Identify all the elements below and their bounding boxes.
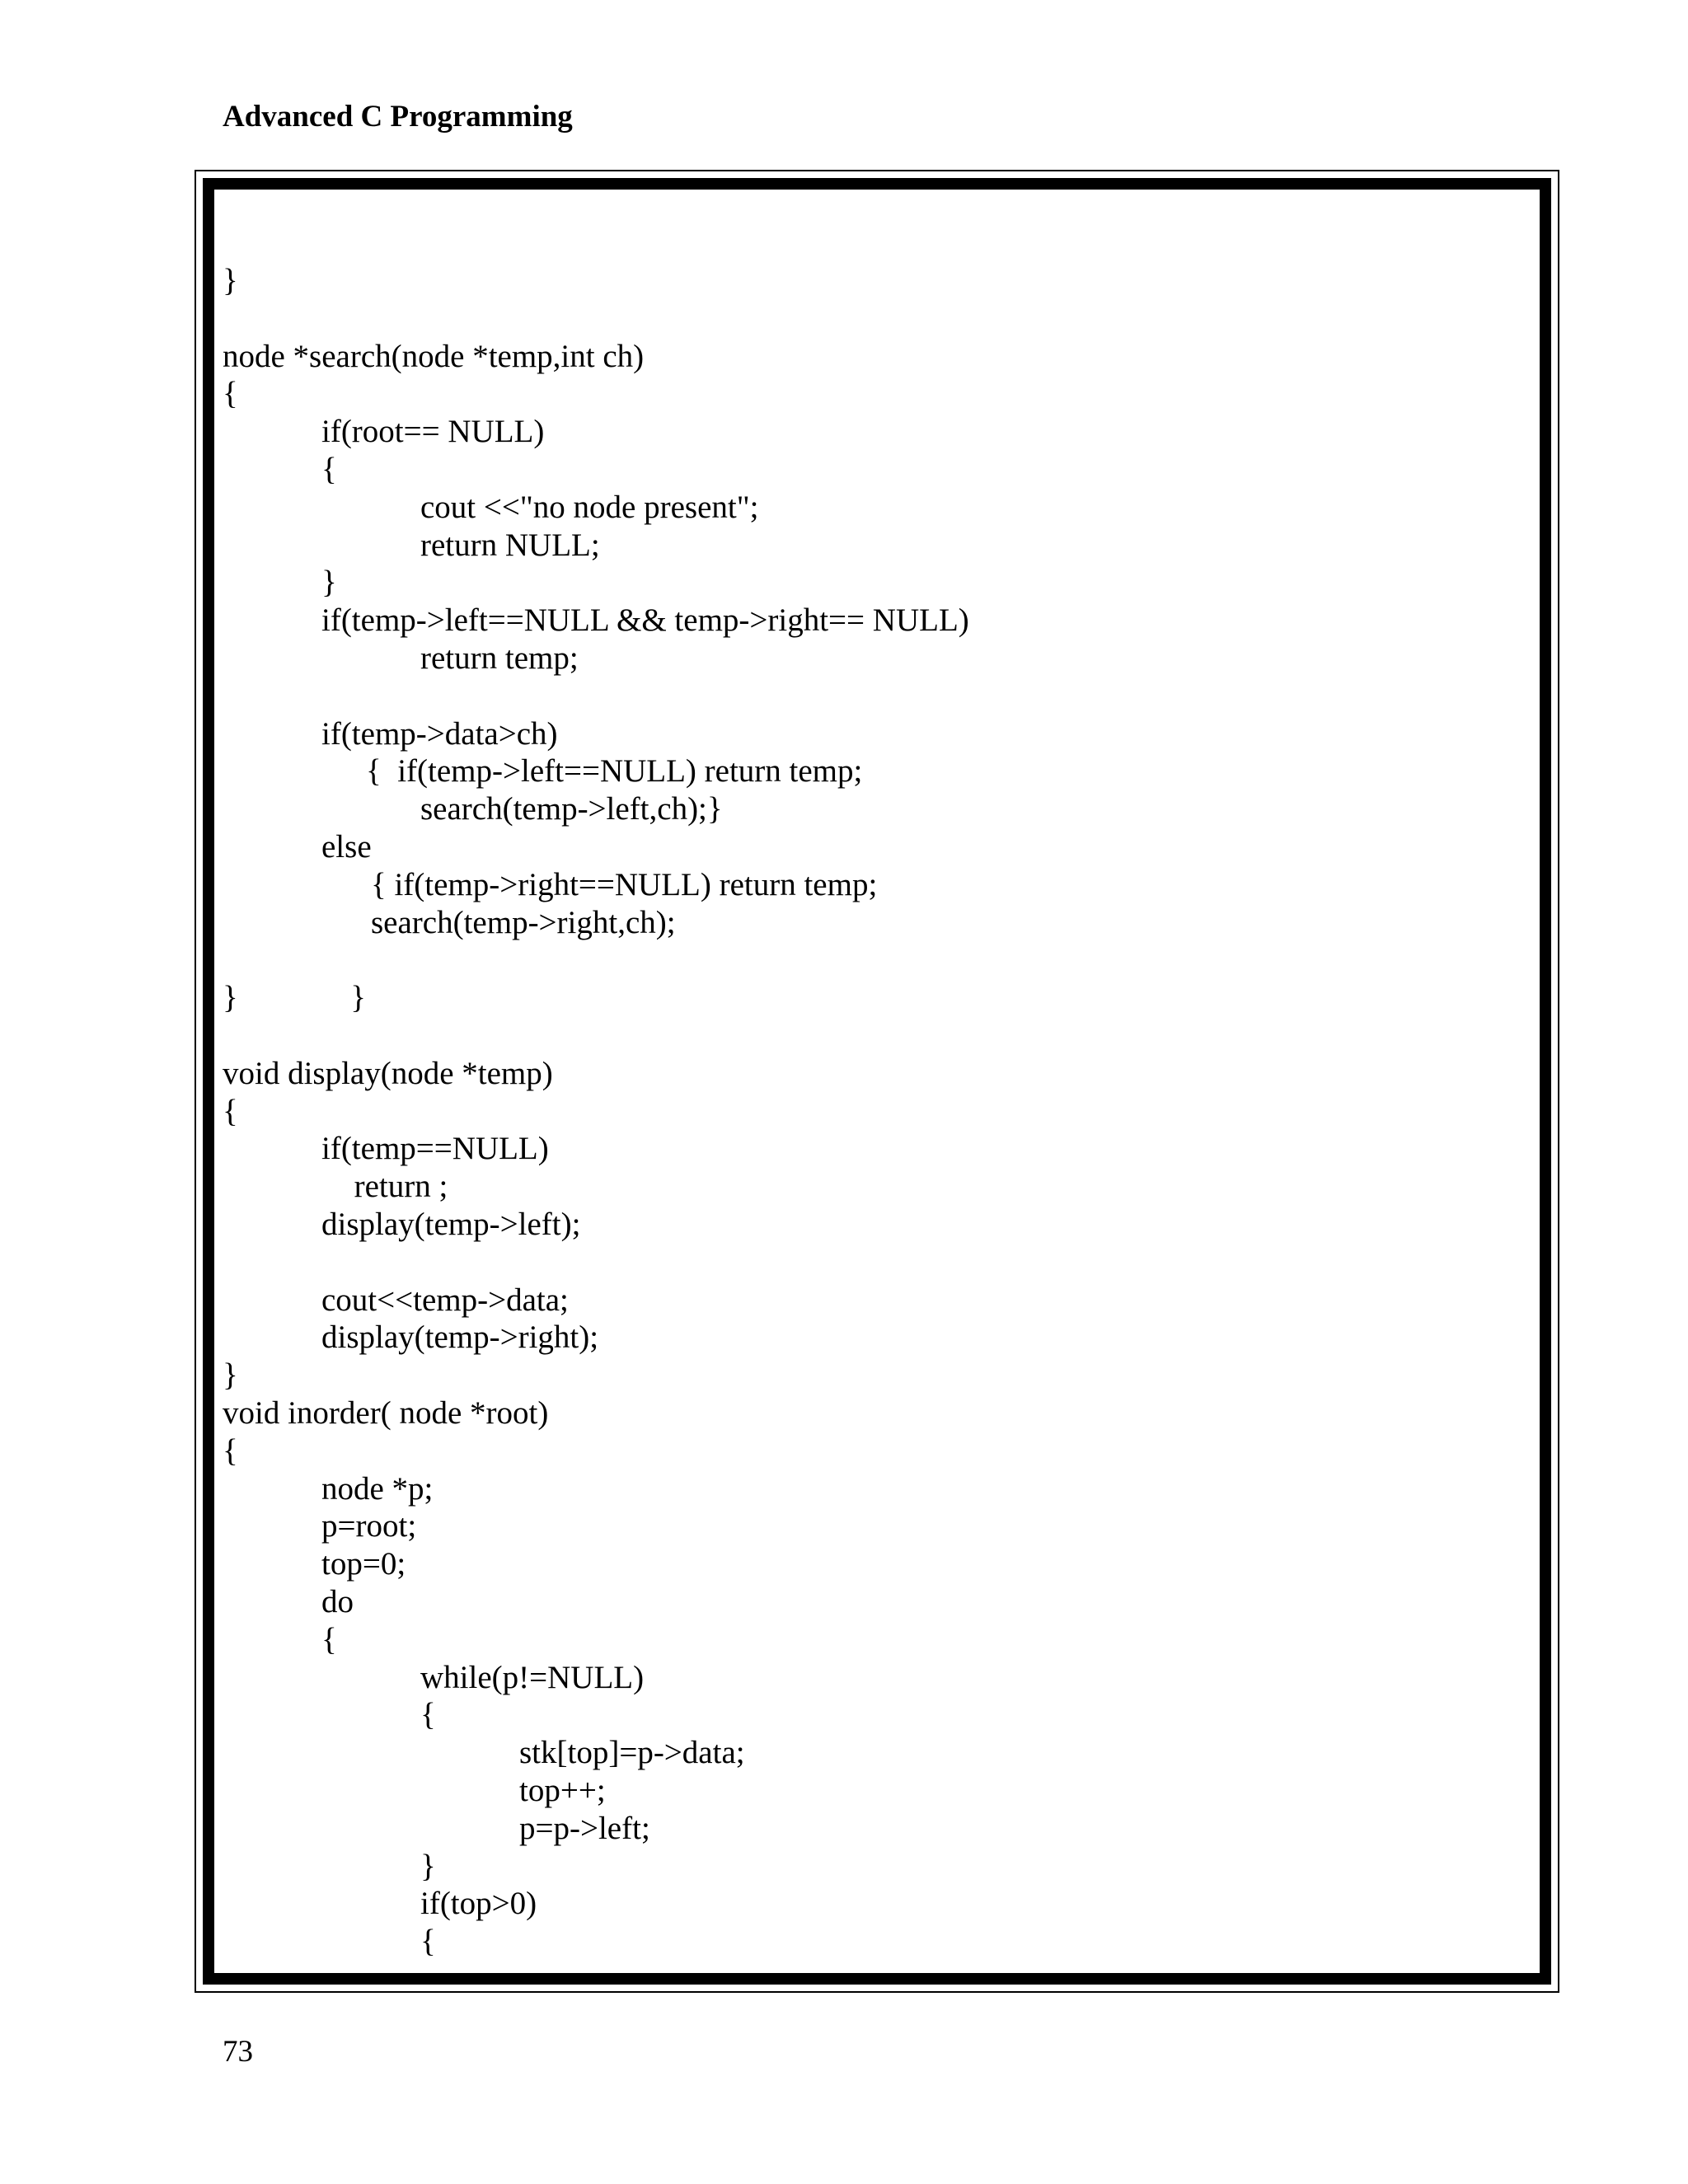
code-line: { xyxy=(223,1432,238,1469)
code-line: } } xyxy=(223,980,366,1016)
code-line: void display(node *temp) xyxy=(223,1055,553,1091)
code-line: { xyxy=(420,1924,436,1957)
code-listing xyxy=(223,262,1508,1957)
code-line: void inorder( node *root) xyxy=(223,1395,549,1431)
code-line: do xyxy=(321,1584,354,1619)
code-line: } xyxy=(223,263,238,298)
code-line: if(temp==NULL) xyxy=(321,1131,549,1167)
code-line: top=0; xyxy=(321,1546,406,1582)
code-line: display(temp->right); xyxy=(321,1319,599,1356)
code-line: { xyxy=(321,1621,337,1657)
code-line: node *search(node *temp,int ch) xyxy=(223,338,645,374)
code-line: cout <<"no node present"; xyxy=(420,489,759,525)
code-line: { xyxy=(420,1697,436,1733)
code-line: search(temp->left,ch);} xyxy=(420,791,723,827)
code-line: if(temp->data>ch) xyxy=(321,715,558,752)
code-line: } xyxy=(321,565,337,601)
code-line: return ; xyxy=(354,1169,448,1205)
code-line: { xyxy=(223,376,238,412)
code-line: display(temp->left); xyxy=(321,1207,581,1242)
code-line: p=p->left; xyxy=(519,1810,650,1846)
code-line: } xyxy=(223,1357,238,1394)
code-line: if(temp->left==NULL && temp->right== NULL) xyxy=(321,602,969,639)
code-line: return temp; xyxy=(420,640,579,676)
code-line: p=root; xyxy=(321,1508,417,1544)
running-header: Advanced C Programming xyxy=(223,100,573,134)
code-line: } xyxy=(420,1848,436,1884)
code-line: { if(temp->right==NULL) return temp; xyxy=(371,866,878,902)
code-line: if(top>0) xyxy=(420,1886,537,1922)
code-line: else xyxy=(321,829,372,865)
code-line: search(temp->right,ch); xyxy=(371,904,676,940)
code-line: { if(temp->left==NULL) return temp; xyxy=(366,753,863,790)
code-line: { xyxy=(321,452,337,487)
code-line: return NULL; xyxy=(420,527,600,563)
code-line: node *p; xyxy=(321,1470,434,1507)
code-line: { xyxy=(223,1093,238,1129)
code-line: while(p!=NULL) xyxy=(420,1659,645,1695)
code-line: stk[top]=p->data; xyxy=(519,1735,745,1771)
code-line: cout<<temp->data; xyxy=(321,1282,569,1318)
code-line: if(root== NULL) xyxy=(321,414,545,450)
page-number: 73 xyxy=(223,2035,253,2069)
code-line: top++; xyxy=(519,1773,606,1808)
